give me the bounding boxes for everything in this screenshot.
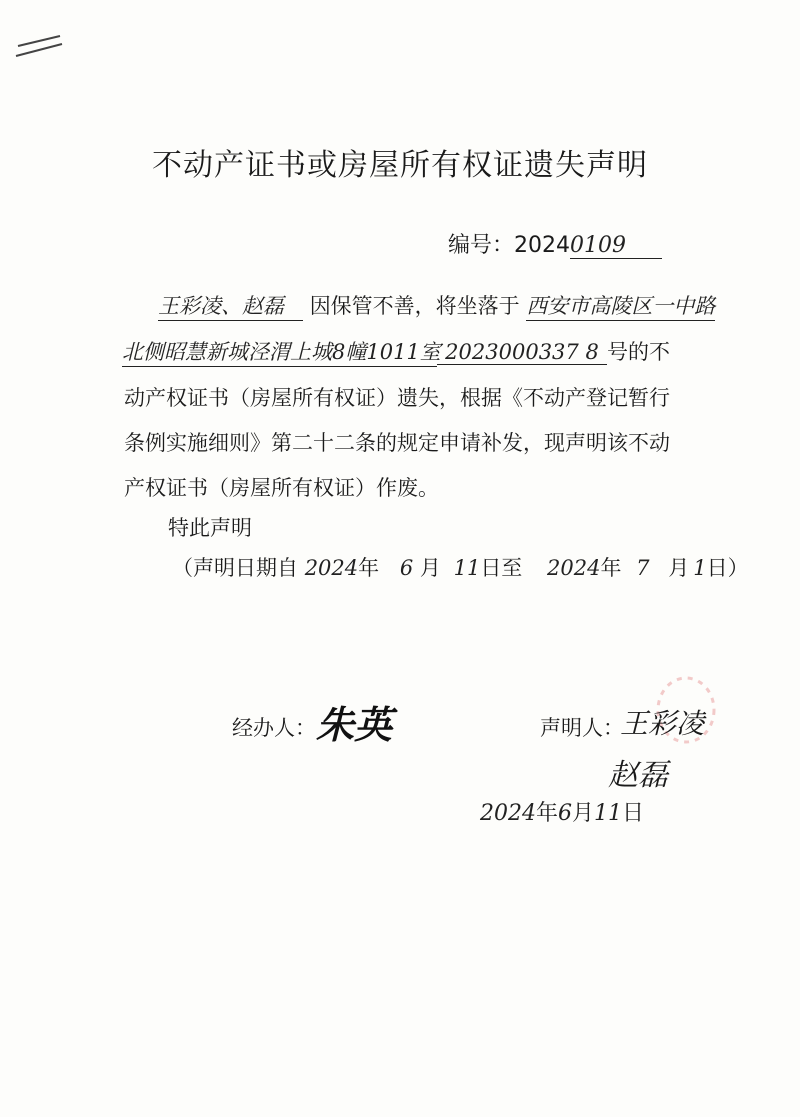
owners-handwritten: 王彩凌、赵磊 <box>158 290 303 321</box>
year-label-2: 年 <box>600 556 622 580</box>
sign-month: 6 <box>558 801 573 826</box>
address-line2-handwritten: 北侧昭慧新城泾渭上城8幢1011室 <box>122 336 437 367</box>
handler-signature: 朱英 <box>316 702 393 747</box>
month-label-2: 月 <box>668 556 690 580</box>
declarant-label: 声明人： <box>540 716 624 740</box>
sign-day-label: 日 <box>622 801 645 826</box>
date-range-close: 日） <box>706 556 749 580</box>
serial-handwritten: 0109 <box>570 233 662 259</box>
declarant-signature-2: 赵磊 <box>608 758 668 793</box>
serial-number <box>448 228 662 259</box>
sign-date <box>480 796 644 827</box>
date-range-open: （声明日期自 <box>172 556 298 580</box>
day-label-to: 日至 <box>480 556 523 580</box>
body-line-3: 动产权证书（房屋所有权证）遗失，根据《不动产登记暂行 <box>124 386 670 410</box>
end-day: 1 <box>693 556 707 580</box>
month-label-1: 月 <box>419 556 441 580</box>
closing-statement: 特此声明 <box>168 516 252 540</box>
date-range <box>172 552 749 582</box>
end-year: 2024 <box>547 556 601 580</box>
start-month: 6 <box>399 556 414 580</box>
document-title: 不动产证书或房屋所有权证遗失声明 <box>152 148 648 183</box>
sign-year-label: 年 <box>536 801 559 826</box>
serial-prefix: 2024 <box>514 233 571 258</box>
sign-year: 2024 <box>480 801 536 826</box>
address-line1-handwritten: 西安市高陵区一中路 <box>526 290 715 321</box>
cert-number-handwritten: 2023000337 8 <box>437 340 607 365</box>
body-line-2 <box>122 336 670 367</box>
text-after-owners: 因保管不善，将坐落于 <box>309 294 520 318</box>
start-year: 2024 <box>304 556 359 580</box>
declarant-signature-1: 王彩凌 <box>620 707 705 740</box>
handler-label: 经办人： <box>232 716 316 740</box>
body-line-1 <box>158 290 715 321</box>
serial-label: 编号： <box>448 233 515 258</box>
sign-month-label: 月 <box>572 801 595 826</box>
corner-pen-mark <box>10 28 70 68</box>
body-line-5: 产权证书（房屋所有权证）作废。 <box>124 476 439 500</box>
text-after-number: 号的不 <box>607 340 670 364</box>
end-month: 7 <box>636 556 650 580</box>
year-label-1: 年 <box>358 556 380 580</box>
start-day: 11 <box>453 556 481 580</box>
body-line-4: 条例实施细则》第二十二条的规定申请补发，现声明该不动 <box>124 431 670 455</box>
sign-day: 11 <box>594 801 623 826</box>
